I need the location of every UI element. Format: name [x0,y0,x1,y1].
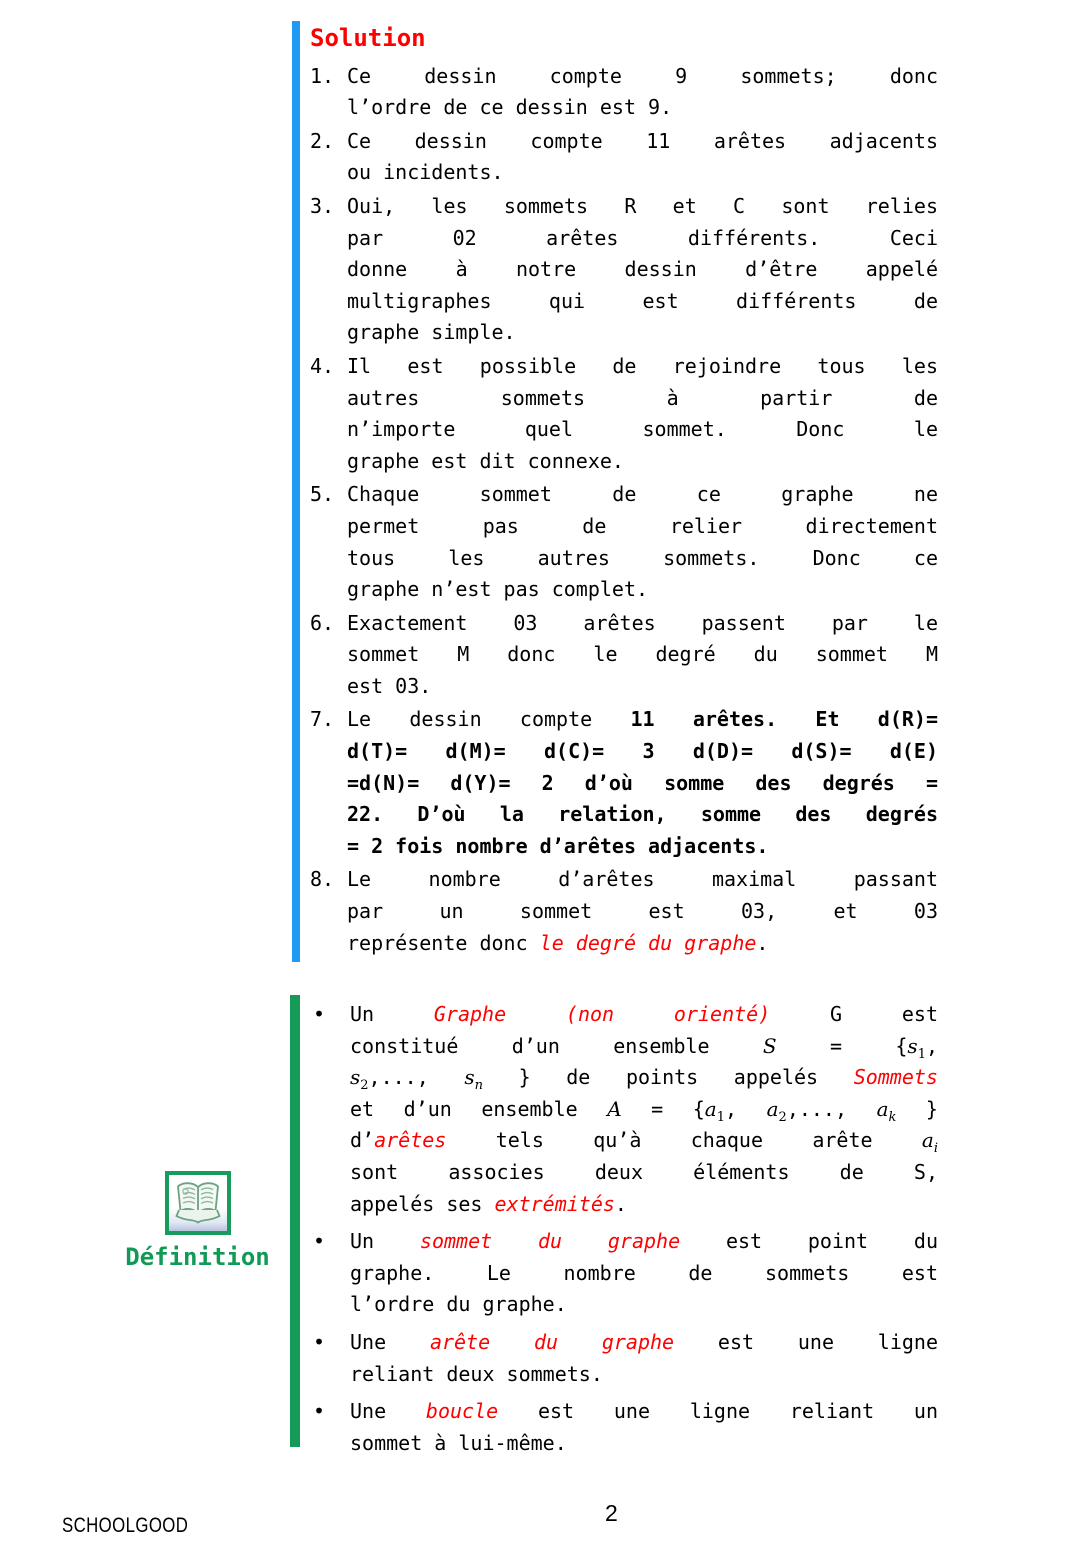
text-line [347,864,938,896]
definition-section [290,995,942,1455]
item-number: 1. [310,63,335,88]
text-run: est une ligne [674,1329,938,1354]
text-run: Ce dessin compte 11 arêtes adjacents [347,128,938,153]
text-run: i [933,1141,938,1157]
text-line [347,608,938,640]
definition-badge [115,1171,280,1271]
solution-item [310,704,938,862]
text-line [347,191,938,223]
text-run: } de points appelés [483,1065,854,1090]
text-line [350,1327,938,1359]
text-run: , [725,1096,767,1121]
text-run: Exactement 03 arêtes passent par le [347,610,938,635]
definition-label: Définition [125,1243,270,1271]
text-line [347,92,938,124]
text-run: constitué d’un ensemble [350,1033,763,1058]
text-line [347,317,938,349]
open-book-icon [173,1178,223,1228]
text-run: Le dessin compte [347,707,631,732]
solution-item [310,864,938,959]
text-line [347,574,938,606]
text-run: ,..., [786,1096,877,1121]
text-run: a [704,1096,717,1121]
text-run: n [474,1078,483,1094]
text-line [350,1289,938,1321]
text-run: Un [350,1002,434,1026]
text-line [347,928,938,960]
text-run: Chaque sommet de ce graphe ne [347,482,938,507]
footer-brand: SCHOOLGOOD [62,1514,189,1537]
text-line [347,831,938,863]
text-line [350,999,938,1031]
text-line [347,479,938,511]
text-run: par un sommet est 03, et 03 [347,899,938,924]
text-run: sommet du graphe [419,1229,681,1254]
text-run: n’importe quel sommet. Donc le [347,417,938,442]
text-run: sommet M donc le degré du sommet M [347,642,938,667]
text-run: k [888,1109,897,1125]
item-number: 7. [310,707,335,732]
definition-list [313,999,938,1459]
bullet-marker: • [313,1002,326,1026]
text-run: Une [350,1329,430,1354]
text-line [350,1428,938,1460]
text-run: graphe n’est pas complet. [347,577,649,602]
text-line [347,61,938,93]
text-run: Il est possible de rejoindre tous les [347,353,938,378]
text-run: sommet à lui-même. [350,1430,567,1455]
text-run: arêtes [374,1128,447,1153]
text-run: a [876,1096,889,1121]
item-number: 5. [310,482,335,507]
text-run: = { [621,1096,705,1121]
bullet-marker: • [313,1329,326,1354]
item-number: 4. [310,353,335,378]
text-run: ou incidents. [347,160,504,185]
bullet-marker: • [313,1229,326,1254]
text-run: . [756,930,769,955]
text-line [347,671,938,703]
text-run: appelés ses [350,1191,495,1216]
text-run: sont associes deux éléments de S, [350,1159,938,1184]
text-line [347,736,938,768]
solution-item [310,191,938,349]
text-run: est une ligne reliant un [498,1399,938,1424]
text-run: =d(N)= d(Y)= 2 d’où somme des degrés = [347,770,938,795]
text-run: extrémités [494,1191,615,1216]
text-run: multigraphes qui est différents de [347,288,938,313]
text-run: graphe est dit connexe. [347,448,624,473]
text-line [347,446,938,478]
text-run: } [896,1096,938,1121]
text-run: s [907,1033,918,1058]
text-run: Ce dessin compte 9 sommets; donc [347,63,938,88]
text-line [347,383,938,415]
text-line [347,896,938,928]
text-run: S [762,1033,777,1058]
definition-bullet [313,1226,938,1321]
text-run: par 02 arêtes différents. Ceci [347,225,938,250]
text-run: s [464,1065,475,1090]
text-line [347,351,938,383]
text-run: et d’un ensemble [350,1096,608,1121]
text-run: boucle [425,1399,499,1424]
text-run: l’ordre du graphe. [350,1292,567,1317]
text-run: le degré du graphe [539,930,757,955]
text-line [347,286,938,318]
text-line [350,1094,938,1126]
text-run: ,..., [368,1065,465,1090]
page-number: 2 [605,1500,618,1526]
item-number: 2. [310,128,335,153]
text-line [347,704,938,736]
text-run: l’ordre de ce dessin est 9. [347,95,673,120]
text-line [347,223,938,255]
item-number: 3. [310,193,335,218]
text-line [347,126,938,158]
text-run: . [614,1191,627,1216]
text-run: G est [770,1002,938,1026]
solution-accent-bar [292,21,300,962]
text-run: est point du [680,1229,938,1254]
text-line [347,543,938,575]
text-run: reliant deux sommets. [350,1361,603,1386]
text-run: autres sommets à partir de [347,385,938,410]
text-run: a [766,1096,779,1121]
text-line [350,1157,938,1189]
text-run: 22. D’où la relation, somme des degrés [347,802,938,827]
text-run: a [921,1128,934,1153]
text-line [347,768,938,800]
text-run: 2 [778,1109,787,1125]
text-line [350,1359,938,1391]
solution-list [310,61,938,960]
text-line [350,1226,938,1258]
item-number: 6. [310,610,335,635]
text-line [347,414,938,446]
text-run: s [350,1065,361,1090]
text-run: tous les autres sommets. Donc ce [347,545,938,570]
text-run: Sommets [853,1065,938,1090]
text-line [350,1031,938,1063]
text-run: représente donc [347,930,540,955]
solution-content [310,23,938,959]
text-line [347,639,938,671]
text-line [347,511,938,543]
text-line [350,1396,938,1428]
text-line [350,1258,938,1290]
text-run: tels qu’à chaque arête [446,1128,922,1153]
text-run: 1 [917,1046,926,1062]
text-run: Une [350,1399,426,1424]
definition-bullet [313,1327,938,1390]
definition-bullet [313,999,938,1220]
definition-bullet [313,1396,938,1459]
text-line [347,799,938,831]
solution-item [310,479,938,605]
text-run: d’ [350,1128,375,1153]
text-run: Un [350,1229,420,1254]
solution-item [310,608,938,703]
text-run: permet pas de relier directement [347,513,938,538]
text-run: Graphe (non orienté) [433,1002,771,1026]
text-line [350,1189,938,1221]
text-run: est 03. [347,673,432,698]
solution-item [310,61,938,124]
text-run: 1 [716,1109,726,1125]
text-run: = 2 fois nombre d’arêtes adjacents. [347,833,769,858]
text-run: arête du graphe [429,1329,675,1354]
solution-title: Solution [310,24,426,52]
text-run: Oui, les sommets R et C sont relies [347,193,938,218]
bullet-marker: • [313,1399,326,1424]
text-line [347,157,938,189]
text-run: Le nombre d’arêtes maximal passant [347,867,938,892]
text-run: A [607,1096,622,1121]
text-run: 11 arêtes. Et d(R)= [630,707,939,732]
text-line [347,254,938,286]
text-run: graphe simple. [347,320,516,345]
text-run: graphe. Le nombre de sommets est [350,1260,938,1285]
text-line [350,1125,938,1157]
solution-item [310,351,938,477]
text-run: 2 [360,1078,369,1094]
text-run: d(T)= d(M)= d(C)= 3 d(D)= d(S)= d(E) [347,739,938,764]
icon-tile [165,1171,231,1235]
definition-accent-bar [290,995,300,1447]
text-line [350,1062,938,1094]
item-number: 8. [310,867,335,892]
text-run: = { [776,1033,908,1058]
solution-section [292,21,944,962]
text-run: donne à notre dessin d’être appelé [347,257,938,282]
text-run: , [925,1033,939,1058]
solution-item [310,126,938,189]
